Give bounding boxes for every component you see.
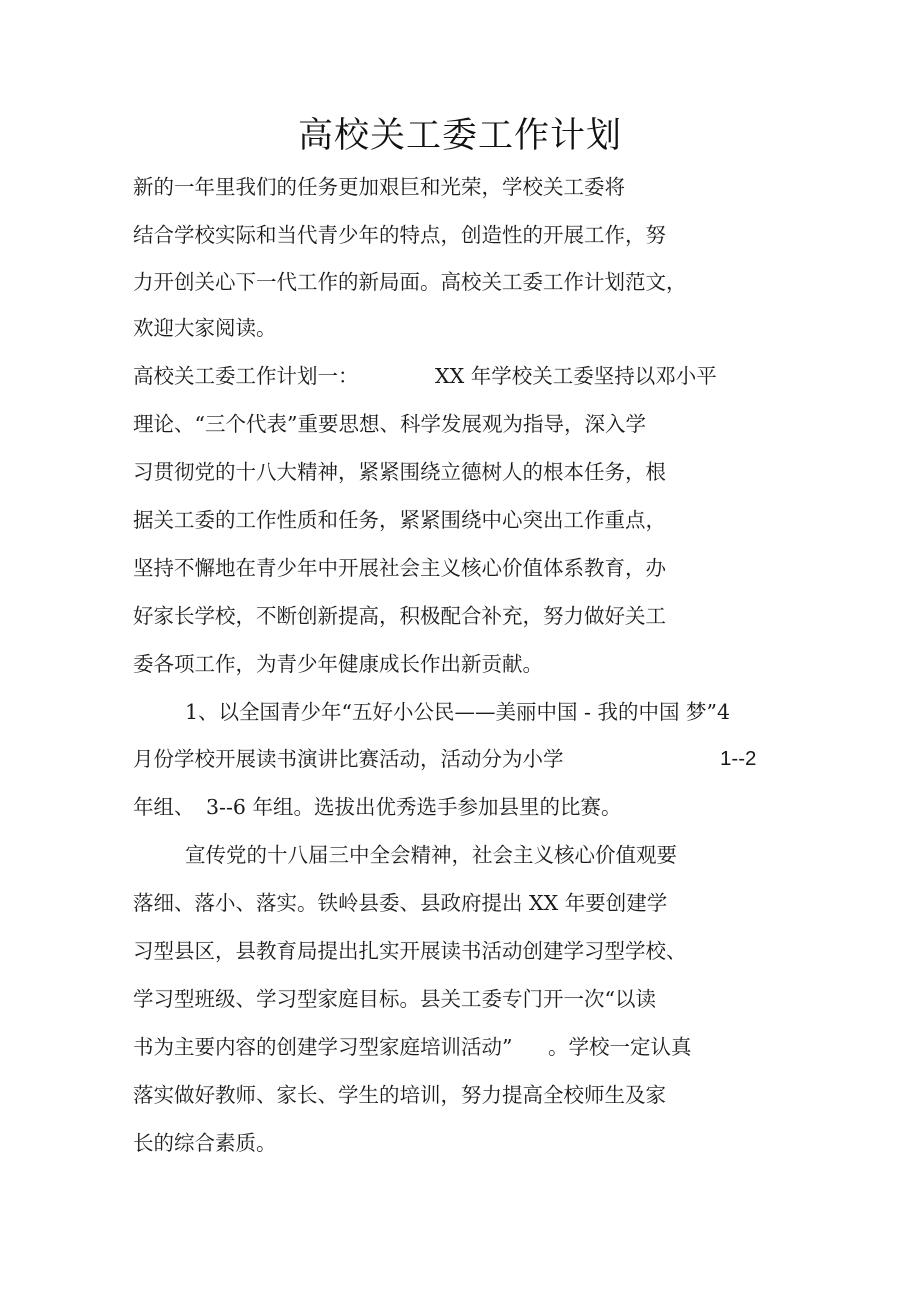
para2-line-3: 习型县区，县教育局提出扎实开展读书活动创建学习型学校、: [133, 939, 687, 963]
para2-line-2: 落细、落小、落实。铁岭县委、县政府提出 XX 年要创建学: [133, 891, 668, 915]
plan-body-line-4: 坚持不懈地在青少年中开展社会主义核心价值体系教育，办: [133, 556, 666, 580]
plan-body-line-5: 好家长学校，不断创新提高，积极配合补充，努力做好关工: [133, 604, 666, 628]
para2-line-5-a: 书为主要内容的创建学习型家庭培训活动”: [133, 1035, 513, 1059]
plan-heading-tail: XX 年学校关工委坚持以邓小平: [435, 364, 717, 388]
document-title: 高校关工委工作计划: [297, 116, 622, 156]
intro-line-4: 欢迎大家阅读。: [133, 316, 277, 340]
intro-line-3: 力开创关心下一代工作的新局面。高校关工委工作计划范文，: [133, 270, 687, 294]
plan-heading: 高校关工委工作计划一：: [133, 364, 359, 388]
item1-line-3-a: 年组、: [133, 795, 195, 819]
item1-line-3-b: 3--6 年组。选拔出优秀选手参加县里的比赛。: [206, 795, 622, 819]
plan-body-line-6: 委各项工作，为青少年健康成长作出新贡献。: [133, 652, 543, 676]
plan-body-line-1: 理论、“三个代表”重要思想、科学发展观为指导，深入学: [133, 412, 646, 436]
plan-body-line-3: 据关工委的工作性质和任务，紧紧围绕中心突出工作重点，: [133, 508, 666, 532]
item1-line-2-right: 1--2: [720, 747, 757, 770]
item1-line-1: 1、以全国青少年“五好小公民——美丽中国 - 我的中国 梦”4: [185, 700, 731, 724]
para2-line-5-b: 。学校一定认真: [548, 1035, 692, 1059]
para2-line-4: 学习型班级、学习型家庭目标。县关工委专门开一次“以读: [133, 987, 656, 1011]
plan-body-line-2: 习贯彻党的十八大精神，紧紧围绕立德树人的根本任务，根: [133, 460, 666, 484]
para2-line-1: 宣传党的十八届三中全会精神，社会主义核心价值观要: [185, 843, 677, 867]
para2-line-7: 长的综合素质。: [133, 1131, 277, 1155]
intro-line-2: 结合学校实际和当代青少年的特点，创造性的开展工作，努: [133, 223, 666, 247]
para2-line-6: 落实做好教师、家长、学生的培训，努力提高全校师生及家: [133, 1083, 666, 1107]
intro-line-1: 新的一年里我们的任务更加艰巨和光荣，学校关工委将: [133, 175, 625, 199]
item1-line-2-left: 月份学校开展读书演讲比赛活动，活动分为小学: [133, 747, 564, 771]
